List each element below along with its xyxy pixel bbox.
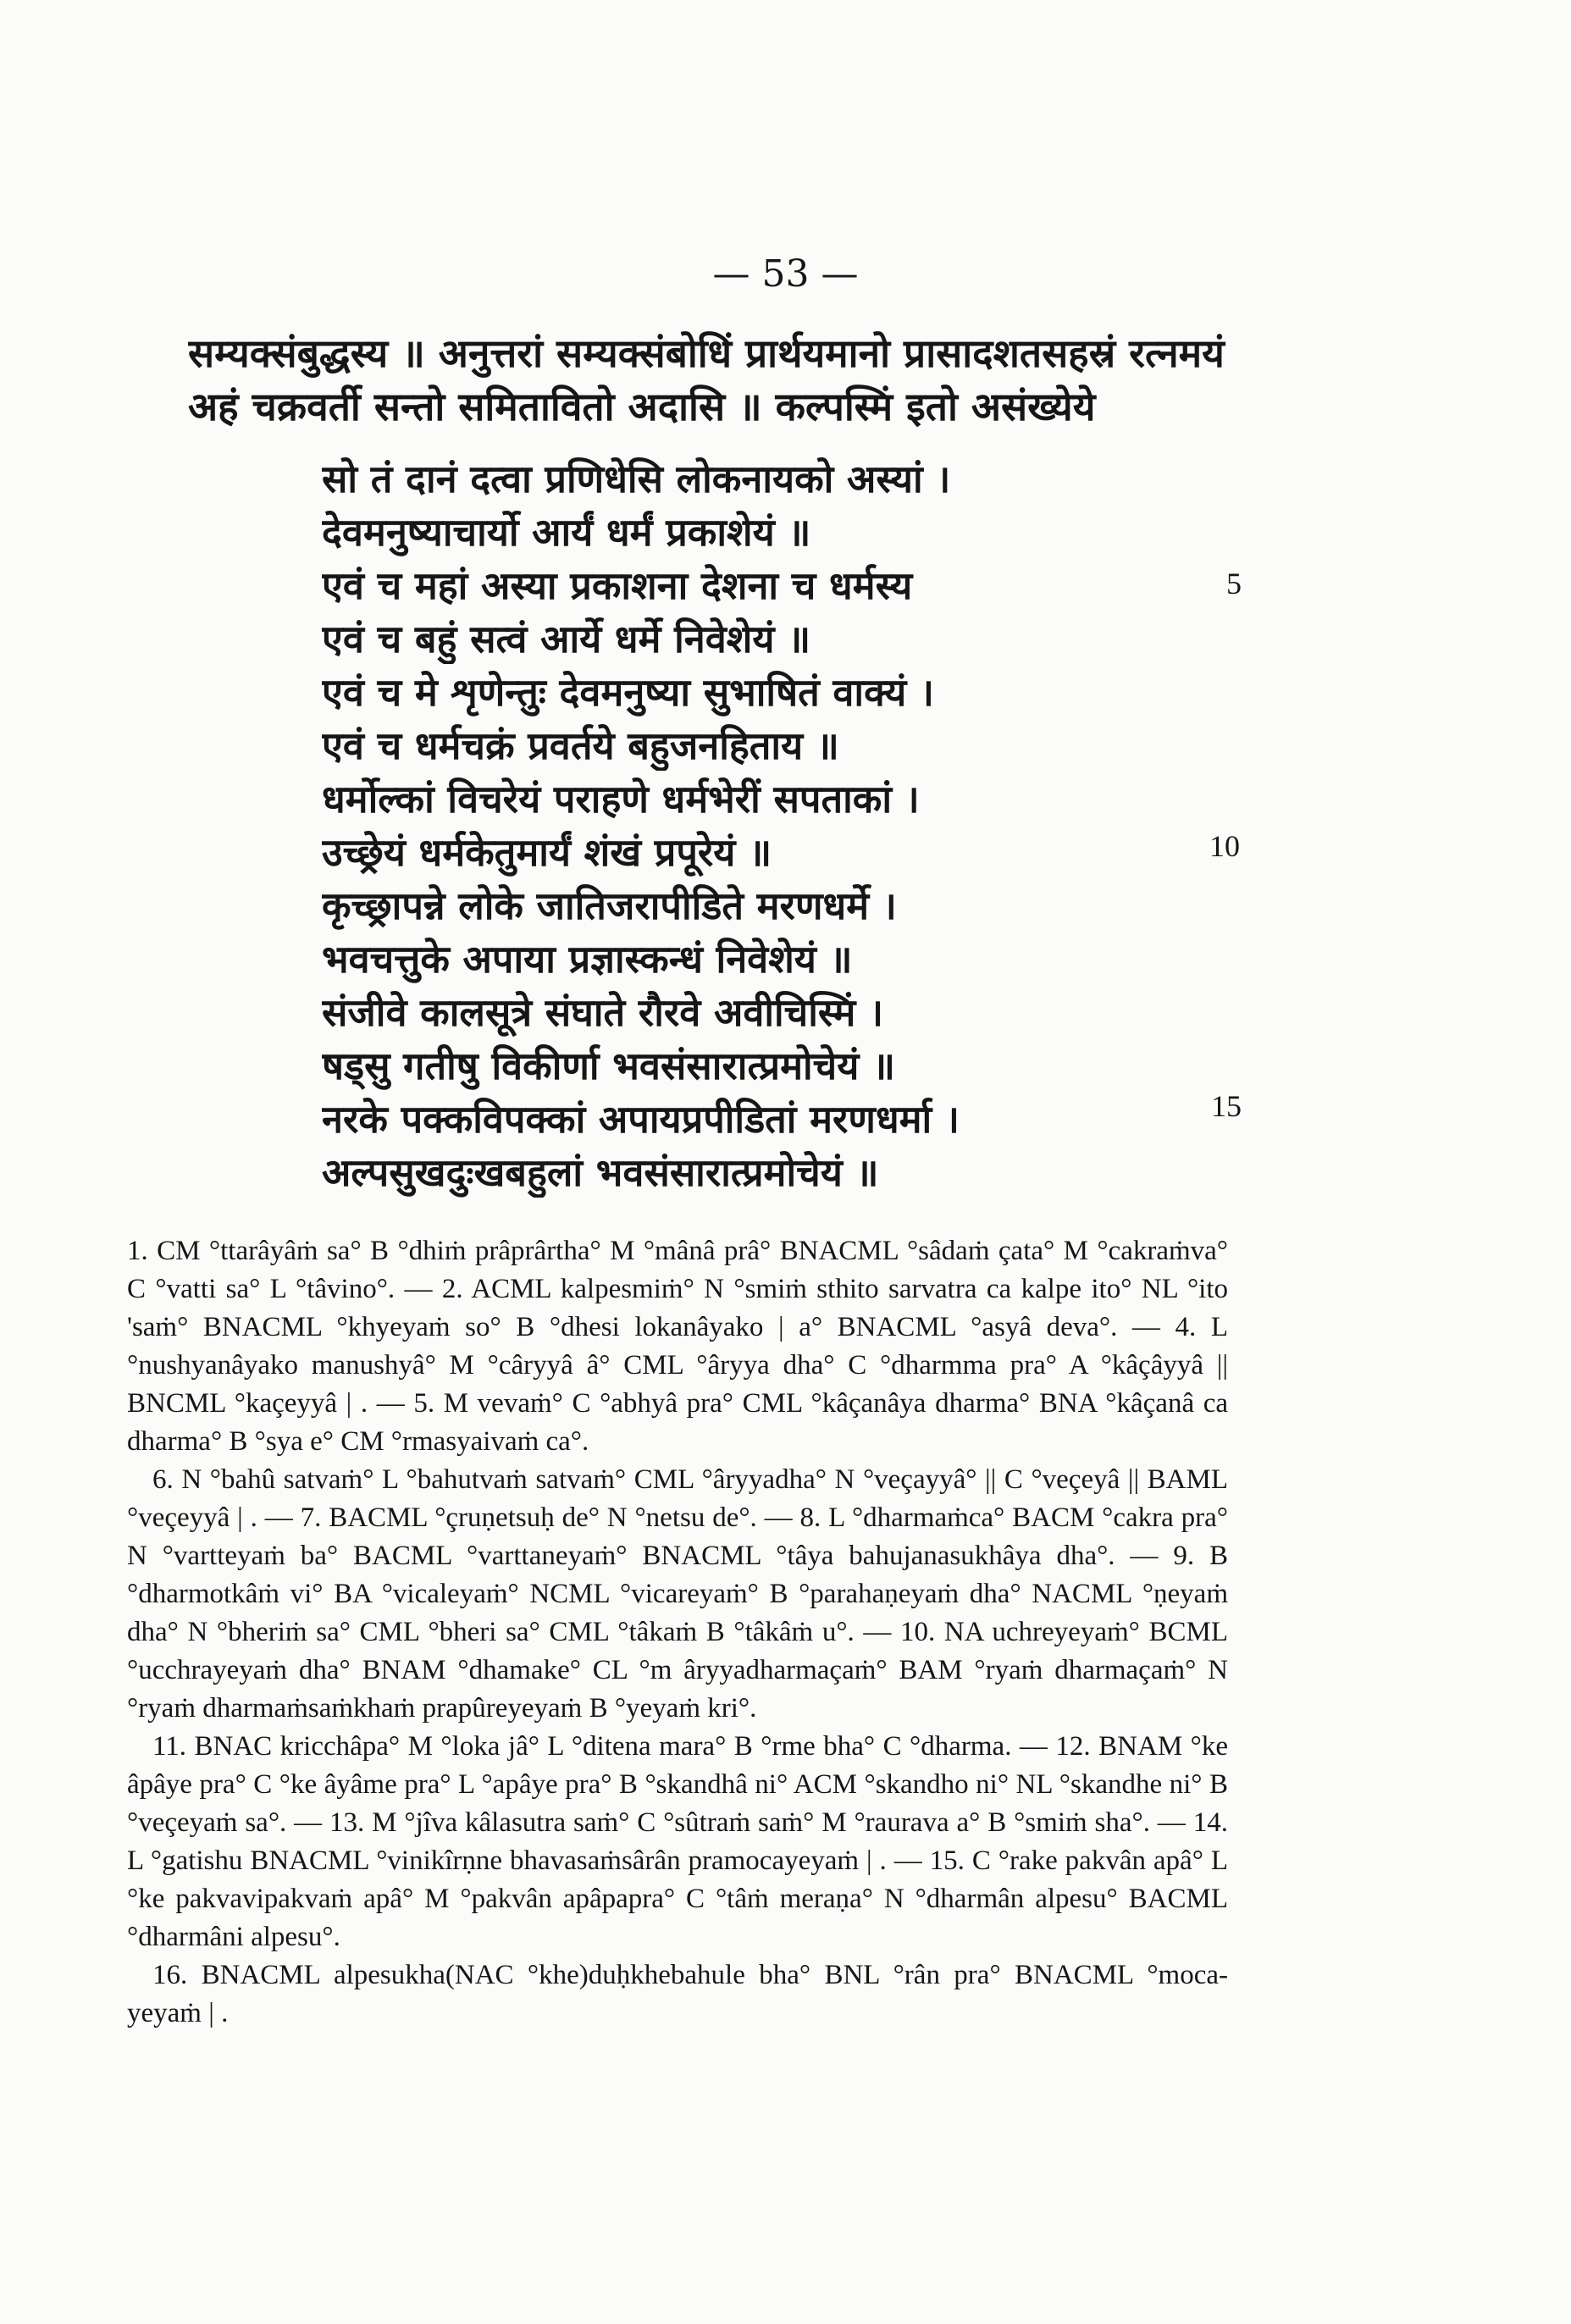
footnote-block: 11. BNAC kricchâpa° M °loka jâ° L °ditena mara° B °rme bha° C °dharma. — 12. BNAM °ke âpâye pra° C °ke âyâme pra° L °apâye pra° B °skandhâ ni° ACM °skandho ni° NL °skandhe ni° B °veçeyaṁ sa°. — 13. M °jîva kâlasutra saṁ° C °sûtraṁ saṁ° M °raurava a° B °smiṁ sha°. — 14. L °gatishu BNACML °vinikîrṇne bhavasaṁsârân pramocayeyaṁ | . — 15. C °rake pakvân apâ° L °ke pakvavipakvaṁ apâ° M °pakvân apâpapra° C °tâṁ meraṇa° N °dharmân alpesu° BACML °dharmâni alpesu°. <box>127 1731 1228 1952</box>
verse-line: एवं च धर्मचक्रं प्रवर्तये बहुजनहिताय ॥ <box>322 723 839 768</box>
verse-line: धर्मोल्कां विचरेयं पराहणे धर्मभेरीं सपताकां । <box>322 777 920 822</box>
verse-line: एवं च मे शृणेन्तुः देवमनुष्या सुभाषितं वाक्यं । <box>322 670 934 715</box>
footnote-block: 16. BNACML alpesukha(NAC °khe)duḥkhebahule bha° BNL °rân pra° BNACML °moca-yeyaṁ | . <box>127 1960 1228 2028</box>
verse-line: षड्सु गतीषु विकीर्णा भवसंसारात्प्रमोचेयं ॥ <box>322 1043 895 1088</box>
line-number-10: 10 <box>1209 829 1240 863</box>
footnote-block: 6. N °bahû satvaṁ° L °bahutvaṁ satvaṁ° CML °âryyadha° N °veçayyâ° || C °veçeyâ || BAML °veçeyyâ | . — 7. BACML °çruṇetsuḥ de° N °netsu de°. — 8. L °dharmaṁca° BACM °cakra pra° N °vartteyaṁ ba° BACML °varttaneyaṁ° BNACML °tâya bahujanasukhâya dha°. — 9. B °dharmotkâṁ vi° BA °vicaleyaṁ° NCML °vicareyaṁ° B °parahaṇeyaṁ dha° NACML °ṇeyaṁ dha° N °bheriṁ sa° CML °bheri sa° CML °tâkaṁ B °tâkâṁ u°. — 10. NA uchreyeyaṁ° BCML °ucchrayeyaṁ dha° BNAM °dhamake° CL °m âryyadharmaçaṁ° BAM °ryaṁ dharmaçaṁ° N °ryaṁ dharmaṁsaṁkhaṁ prapûreyeyaṁ B °yeyaṁ kri°. <box>127 1464 1228 1724</box>
page-number: — 53 — <box>712 252 859 296</box>
footnote-block: 1. CM °ttarâyâṁ sa° B °dhiṁ prâprârtha° M °mânâ prâ° BNACML °sâdaṁ çata° M °cakraṁva° C °vatti sa° L °tâvino°. — 2. ACML kalpesmiṁ° N °smiṁ sthito sarvatra ca kalpe ito° NL °ito 'saṁ° BNACML °khyeyaṁ so° B °dhesi lokanâyako | a° BNACML °asyâ deva°. — 4. L °nushyanâyako manushyâ° M °câryyâ â° CML °âryya dha° C °dharmma pra° A °kâçâyyâ || BNCML °kaçeyyâ | . — 5. M vevaṁ° C °abhyâ pra° CML °kâçanâya dharma° BNA °kâçanâ ca dharma° B °sya e° CM °rmasyaivaṁ ca°. <box>127 1236 1228 1457</box>
prose-line-2: अहं चक्रवर्ती सन्तो समितावितो अदासि ॥ कल्पस्मिं इतो असंख्येये <box>188 384 1096 429</box>
prose-line-1: सम्यक्संबुद्धस्य ॥ अनुत्तरां सम्यक्संबोधिं प्रार्थयमानो प्रासादशतसहस्रं रत्नमयं <box>188 330 1225 376</box>
footnotes <box>127 1232 1228 2033</box>
line-number-5: 5 <box>1226 567 1242 600</box>
verse-line: संजीवे कालसूत्रे संघाते रौरवे अवीचिस्मिं । <box>322 990 884 1035</box>
verse-line: देवमनुष्याचार्यो आर्यं धर्मं प्रकाशेयं ॥ <box>322 510 811 555</box>
verse-line: एवं च महां अस्या प्रकाशना देशना च धर्मस्य <box>322 563 913 608</box>
verse-line: कृच्छ्रापन्ने लोके जातिजरापीडिते मरणधर्मे । <box>322 883 897 928</box>
verse-line: नरके पक्कविपक्कां अपायप्रपीडितां मरणधर्मा । <box>322 1097 960 1142</box>
verse-line: सो तं दानं दत्वा प्रणिधेसि लोकनायको अस्यां । <box>322 456 951 501</box>
verse-line: एवं च बहुं सत्वं आर्ये धर्मे निवेशेयं ॥ <box>322 617 811 661</box>
verse-line: उच्छ्रेयं धर्मकेतुमार्यं शंखं प्रपूरेयं ॥ <box>322 830 772 875</box>
verse-line: अल्पसुखदुःखबहुलां भवसंसारात्प्रमोचेयं ॥ <box>322 1150 879 1195</box>
verse-line: भवचत्तुके अपाया प्रज्ञास्कन्धं निवेशेयं ॥ <box>322 937 853 982</box>
line-number-15: 15 <box>1211 1089 1242 1123</box>
